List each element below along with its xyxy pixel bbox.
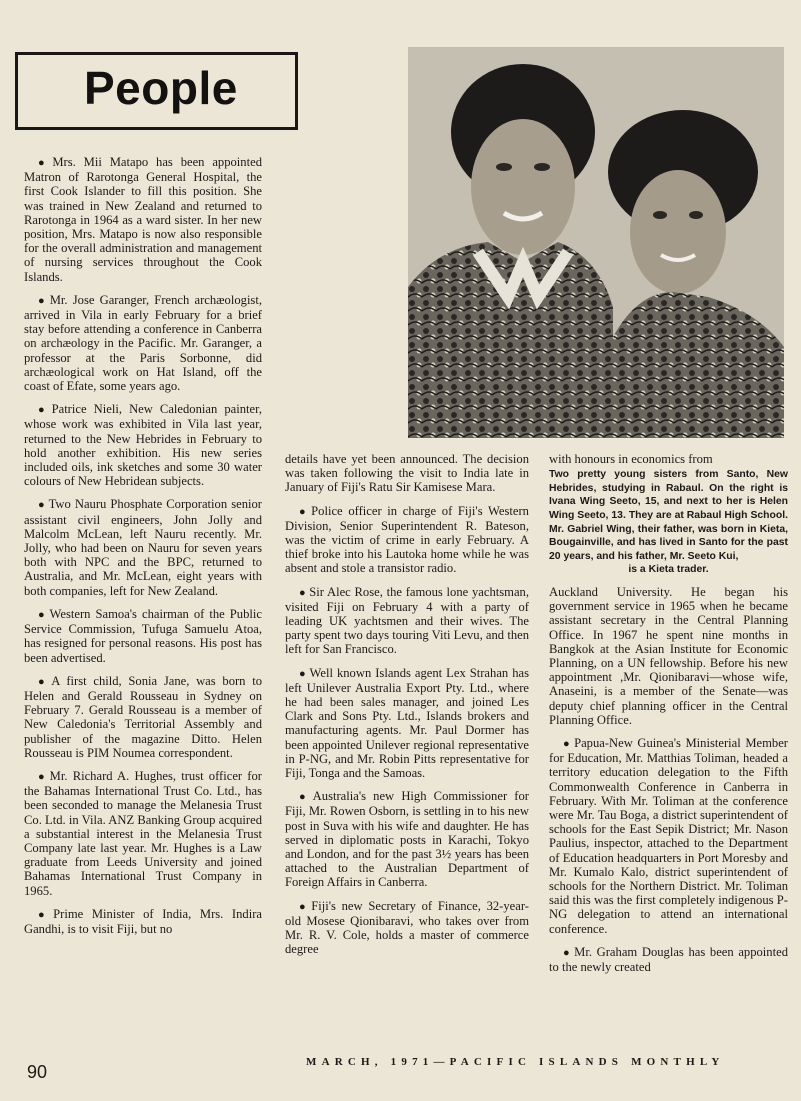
news-item: ● Two Nauru Phosphate Corporation senior assistant civil engineers, John Jolly and Malcolm McLean, left Nauru recently. Mr. Jolly, who had been on Nauru for seven years both with NPC and the BPC, returned to Australia, and Mr. McLean, eight years with both companies, left for New Zealand. (24, 497, 262, 598)
photo-illustration (408, 47, 784, 438)
bullet-icon: ● (563, 946, 572, 959)
bullet-icon: ● (299, 791, 310, 804)
news-item: ● Mr. Jose Garanger, French archæologist, arrived in Vila in early February for a brief stay before attending a conference in Canberra on archæology in the Pacific. Mr. Garanger, a professor at the Paris Sorbonne, did archæological work on Hat Island, off the coast of Efate, some years ago. (24, 292, 262, 394)
news-item: ● Patrice Nieli, New Caledonian painter, whose work was exhibited in Vila last year, returned to the New Hebrides in February to hold another exhibition. His new series included oils, ink sketches and some 30 water colours of New Hebridean subjects. (24, 402, 262, 489)
continued-text: Auckland University. He began his government service in 1965 when he became assistant secretary in the Central Planning Office. In 1967 he spent nine months in Bangkok at the Asian Institute for Economic Planning, on a UN fellowship. Before his new appointment ,Mr. Qionibaravi—whose wife, Anaseini, is a member of the Senate—was deputy chief planning officer in the Central Planning Office. (549, 584, 788, 727)
column-left (24, 155, 262, 945)
bullet-icon: ● (563, 737, 572, 750)
news-item: ● Fiji's new Secretary of Finance, 32-year-old Mosese Qionibaravi, who takes over from Mr. R. V. Cole, holds a master of commerce degree (285, 898, 529, 957)
continued-text: details have yet been announced. The decision was taken following the visit to India late in January of Fiji's Ratu Sir Kamisese Mara. (285, 452, 529, 495)
bullet-icon: ● (38, 675, 49, 688)
news-item: ● Mrs. Mii Matapo has been appointed Matron of Rarotonga General Hospital, the first Cook Islander to fill this position. She was trained in New Zealand and returned to Rarotonga in 1964 as a ward sister. In her new position, Mrs. Matapo is now also responsible for the overall administration and management of nursing services throughout the Cook Islands. (24, 155, 262, 284)
bullet-icon: ● (38, 157, 50, 169)
news-item: ● Police officer in charge of Fiji's Western Division, Senior Superintendent R. Bateson, was the victim of crime in early February. A thief broke into his Lautoka home while he was absent and stole a transistor radio. (285, 503, 529, 576)
news-item: ● Prime Minister of India, Mrs. Indira Gandhi, is to visit Fiji, but no (24, 906, 262, 936)
news-item: ● Australia's new High Commissioner for Fiji, Mr. Rowen Osborn, is settling in to his new post in Suva with his wife and daughter. He has served in diplomatic posts in Karachi, Tokyo and London, and for the past 3½ years has been attached to the Australian Department of Foreign Affairs in Canberra. (285, 789, 529, 890)
sisters-photo (408, 47, 784, 438)
page-number: 90 (27, 1062, 48, 1082)
bullet-icon: ● (38, 499, 46, 512)
bullet-icon: ● (299, 667, 307, 680)
news-item: ● Mr. Graham Douglas has been appointed to the newly created (549, 944, 788, 975)
news-item: ● Western Samoa's chairman of the Public Service Commission, Tufuga Samuelu Atoa, has resigned for personal reasons. His post has been advertised. (24, 606, 262, 665)
page-heading: People (84, 62, 238, 114)
news-item: ● Well known Islands agent Lex Strahan has left Unilever Australia Export Pty. Ltd., where he had been sales manager, and joined Les Clark and Sons Pty. Ltd., Islands brokers and manufacturing agents. Mr. Paul Dormer has been appointed Unilever regional representative in P-NG, and Mr. Robin Pitts representative for Fiji, Tonga and the Samoas. (285, 665, 529, 781)
news-item: ● A first child, Sonia Jane, was born to Helen and Gerald Rousseau in Sydney on February 7. Gerald Rousseau is a member of New Caledonia's Territorial Assembly and publisher of the magazine Ditto. Helen Rousseau is PIM Noumea correspondent. (24, 673, 263, 760)
page-heading-box (15, 52, 298, 130)
photo-caption: Two pretty young sisters from Santo, New Hebrides, studying in Rabaul. On the right is Ivana Wing Seeto, 15, and next to her is Helen Wing Seeto, 13. They are at Rabaul High School. Mr. Gabriel Wing, their father, was born in Kieta, Bougainville, and has lived in Santo for the past 20 years, and his father, Mr. Seeto Kui, is a Kieta trader. (549, 469, 788, 576)
bullet-icon: ● (38, 294, 47, 307)
continued-text: with honours in economics from (549, 452, 713, 466)
bullet-icon: ● (299, 505, 309, 518)
masthead-footer: MARCH, 1971—PACIFIC ISLANDS MONTHLY (306, 1056, 725, 1068)
bullet-icon: ● (38, 608, 47, 621)
column-middle (285, 452, 529, 966)
bullet-icon: ● (38, 404, 49, 417)
news-item: ● Papua-New Guinea's Ministerial Member for Education, Mr. Matthias Toliman, headed a territory education delegation to the Fifth Commonwealth Conference in Canberra in February. With Mr. Toliman at the conference were Mr. Tau Boga, a district superintendent of schools for the East Sepik District; Mr. Nason Paulius, inspector, attached to the Department of Education headquarters in Port Moresby and Mr. Kumalo Kalo, district superintendent of schools for the Northern District. Mr. Toliman said this was the first completely indigenous P-NG delegation to attend an international conference. (549, 735, 788, 936)
news-item: ● Sir Alec Rose, the famous lone yachtsman, visited Fiji on February 4 with a party of leading UK yachtsmen and their wives. The party spent two days touring Viti Levu, and then left for San Francisco. (285, 584, 529, 657)
news-item: ● Mr. Richard A. Hughes, trust officer for the Bahamas International Trust Co. Ltd., has been seconded to manage the Melanesia Trust Co. Ltd. in Vila. ANZ Banking Group acquired a substantial interest in the Melanesia Trust Company late last year. Mr. Hughes is a Law graduate from Leeds University and joined Bahamas International Trust Company in 1965. (24, 768, 262, 898)
bullet-icon: ● (38, 908, 51, 921)
bullet-icon: ● (299, 586, 307, 599)
bullet-icon: ● (38, 770, 47, 783)
bullet-icon: ● (299, 900, 309, 913)
column-right (549, 452, 788, 983)
